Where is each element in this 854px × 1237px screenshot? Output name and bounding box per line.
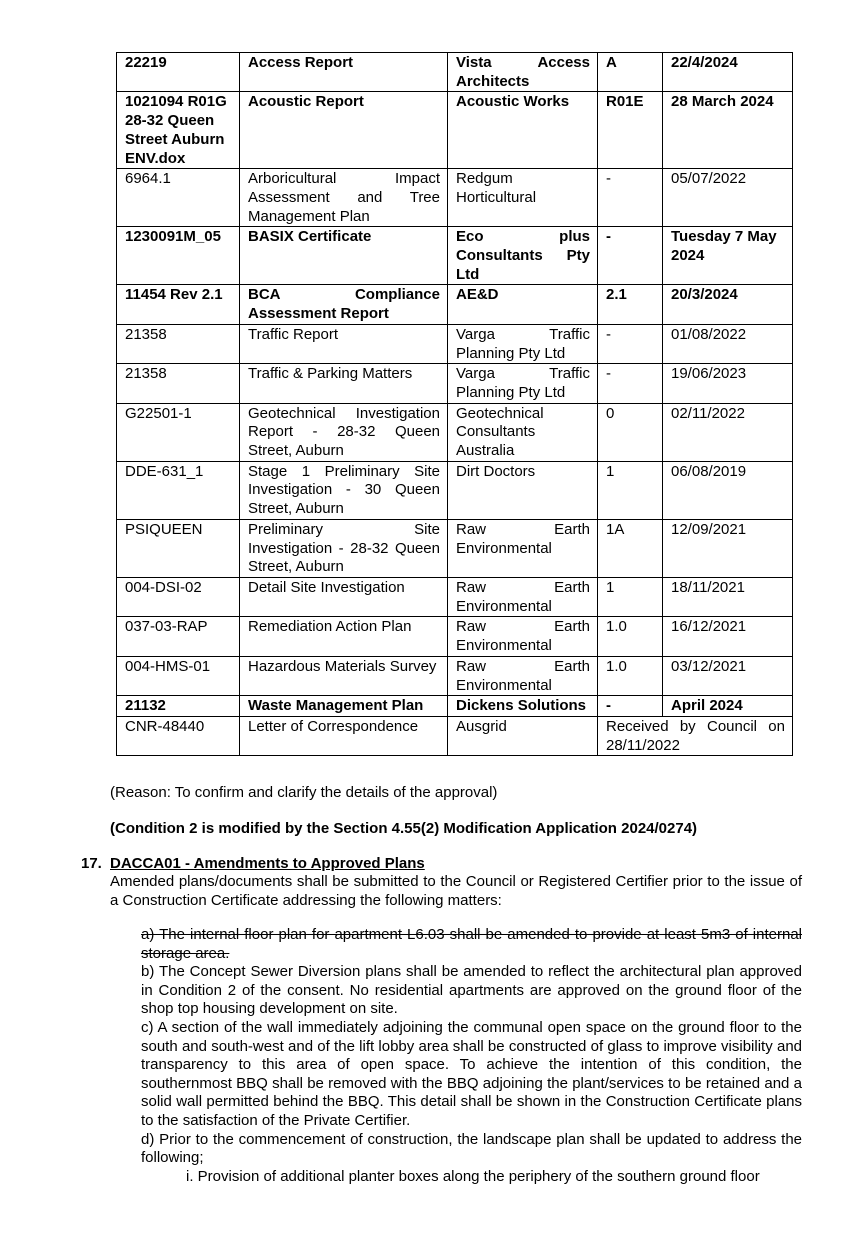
condition-title: DACCA01 - Amendments to Approved Plans [110,855,425,872]
doc-ref-cell: 004-DSI-02 [117,577,240,616]
doc-date-cell: 05/07/2022 [663,169,793,227]
doc-date-cell: 18/11/2021 [663,577,793,616]
doc-title-cell: Hazardous Materials Survey [240,656,448,695]
doc-ref-cell: G22501-1 [117,403,240,461]
table-row [117,656,793,695]
doc-date-cell: 19/06/2023 [663,364,793,403]
table-row [117,285,793,324]
doc-ref-cell: 21132 [117,696,240,717]
doc-date-cell: April 2024 [663,696,793,717]
table-row [117,461,793,519]
doc-revision-cell: 1.0 [598,617,663,656]
doc-title-cell: Access Report [240,53,448,92]
doc-revision-cell: 1 [598,577,663,616]
reason-text: (Reason: To confirm and clarify the details of the approval) [110,784,498,801]
doc-title-cell: Letter of Correspondence [240,716,448,755]
doc-revision-cell: R01E [598,92,663,169]
condition-intro: Amended plans/documents shall be submitted to the Council or Registered Certifier prior to the issue of a Construction Certificate addressing the following matters: [110,873,802,909]
doc-author-cell: Varga Traffic Planning Pty Ltd [448,324,598,363]
doc-title-cell: BASIX Certificate [240,227,448,285]
doc-ref-cell: 1230091M_05 [117,227,240,285]
doc-revision-cell: - [598,364,663,403]
condition-item-d: d) Prior to the commencement of construction, the landscape plan shall be updated to address the following; [141,1130,802,1167]
doc-date-cell: 02/11/2022 [663,403,793,461]
doc-author-cell: AE&D [448,285,598,324]
table-row [117,716,793,755]
documents-table-body [117,53,793,756]
doc-revision-cell: 0 [598,403,663,461]
doc-author-cell: Geotechnical Consultants Australia [448,403,598,461]
doc-revision-cell: - [598,169,663,227]
condition-item-b: b) The Concept Sewer Diversion plans shall be amended to reflect the architectural plan approved in Condition 2 of the consent. No residential apartments are approved on the ground floor of the shop top housing development on site. [141,963,802,1018]
condition-item-c: c) A section of the wall immediately adjoining the communal open space on the ground floor to the south and south-west and of the lift lobby area shall be constructed of glass to improve visibility and transparency to this area of open space. To achieve the intention of this condition, the southernmost BBQ shall be removed with the BBQ adjoining the plant/services to be retained and a solid wall permitted behind the BBQ. This detail shall be shown in the Construction Certificate plans to the satisfaction of the Private Certifier. [141,1018,802,1129]
table-row [117,364,793,403]
doc-revision-cell: 1.0 [598,656,663,695]
doc-revision-cell: - [598,324,663,363]
condition-item-a: a) The internal floor plan for apartment L6.03 shall be amended to provide at least 5m3 of internal storage area. [141,926,802,962]
doc-revision-cell: 1A [598,519,663,577]
doc-author-cell: Raw Earth Environmental [448,577,598,616]
table-row [117,617,793,656]
table-row [117,324,793,363]
doc-author-cell: Raw Earth Environmental [448,617,598,656]
doc-author-cell: Acoustic Works [448,92,598,169]
doc-revision-cell: 2.1 [598,285,663,324]
table-row [117,696,793,717]
condition-items [141,926,802,1186]
doc-author-cell: Dirt Doctors [448,461,598,519]
doc-title-cell: Traffic Report [240,324,448,363]
doc-date-cell: 06/08/2019 [663,461,793,519]
doc-ref-cell: 21358 [117,364,240,403]
doc-title-cell: Waste Management Plan [240,696,448,717]
doc-title-cell: Geotechnical Investigation Report - 28-32 Queen Street, Auburn [240,403,448,461]
table-row [117,519,793,577]
doc-author-cell: Ausgrid [448,716,598,755]
doc-title-cell: Remediation Action Plan [240,617,448,656]
doc-date-cell: 28 March 2024 [663,92,793,169]
table-row [117,403,793,461]
doc-author-cell: Varga Traffic Planning Pty Ltd [448,364,598,403]
doc-ref-cell: 11454 Rev 2.1 [117,285,240,324]
table-row [117,227,793,285]
doc-revision-cell: - [598,696,663,717]
doc-ref-cell: 037-03-RAP [117,617,240,656]
documents-table [116,52,793,756]
doc-date-cell: 20/3/2024 [663,285,793,324]
doc-title-cell: BCA Compliance Assessment Report [240,285,448,324]
table-row [117,92,793,169]
doc-date-cell: 22/4/2024 [663,53,793,92]
doc-author-cell: Raw Earth Environmental [448,519,598,577]
doc-ref-cell: 1021094 R01G 28-32 Queen Street Auburn ENV.dox [117,92,240,169]
table-row [117,577,793,616]
doc-date-cell: 03/12/2021 [663,656,793,695]
doc-author-cell: Dickens Solutions [448,696,598,717]
doc-ref-cell: PSIQUEEN [117,519,240,577]
doc-ref-cell: 004-HMS-01 [117,656,240,695]
doc-ref-cell: 6964.1 [117,169,240,227]
doc-ref-cell: 22219 [117,53,240,92]
condition-item-d-i: i. Provision of additional planter boxes along the periphery of the southern ground floor [186,1167,760,1185]
doc-author-cell: Raw Earth Environmental [448,656,598,695]
doc-title-cell: Preliminary Site Investigation - 28-32 Queen Street, Auburn [240,519,448,577]
modification-note: (Condition 2 is modified by the Section 4.55(2) Modification Application 2024/0274) [110,820,698,837]
table-row [117,53,793,92]
condition-number: 17. [81,855,102,872]
doc-revision-cell: 1 [598,461,663,519]
doc-author-cell: Redgum Horticultural [448,169,598,227]
doc-author-cell: Eco plus Consultants Pty Ltd [448,227,598,285]
doc-received-cell: Received by Council on 28/11/2022 [598,716,793,755]
doc-date-cell: 12/09/2021 [663,519,793,577]
doc-title-cell: Acoustic Report [240,92,448,169]
doc-title-cell: Stage 1 Preliminary Site Investigation - 30 Queen Street, Auburn [240,461,448,519]
doc-ref-cell: 21358 [117,324,240,363]
doc-title-cell: Traffic & Parking Matters [240,364,448,403]
table-row [117,169,793,227]
doc-ref-cell: DDE-631_1 [117,461,240,519]
doc-date-cell: 16/12/2021 [663,617,793,656]
doc-revision-cell: - [598,227,663,285]
doc-ref-cell: CNR-48440 [117,716,240,755]
doc-date-cell: Tuesday 7 May 2024 [663,227,793,285]
doc-title-cell: Detail Site Investigation [240,577,448,616]
doc-date-cell: 01/08/2022 [663,324,793,363]
doc-revision-cell: A [598,53,663,92]
doc-title-cell: Arboricultural Impact Assessment and Tree Management Plan [240,169,448,227]
doc-author-cell: Vista Access Architects [448,53,598,92]
